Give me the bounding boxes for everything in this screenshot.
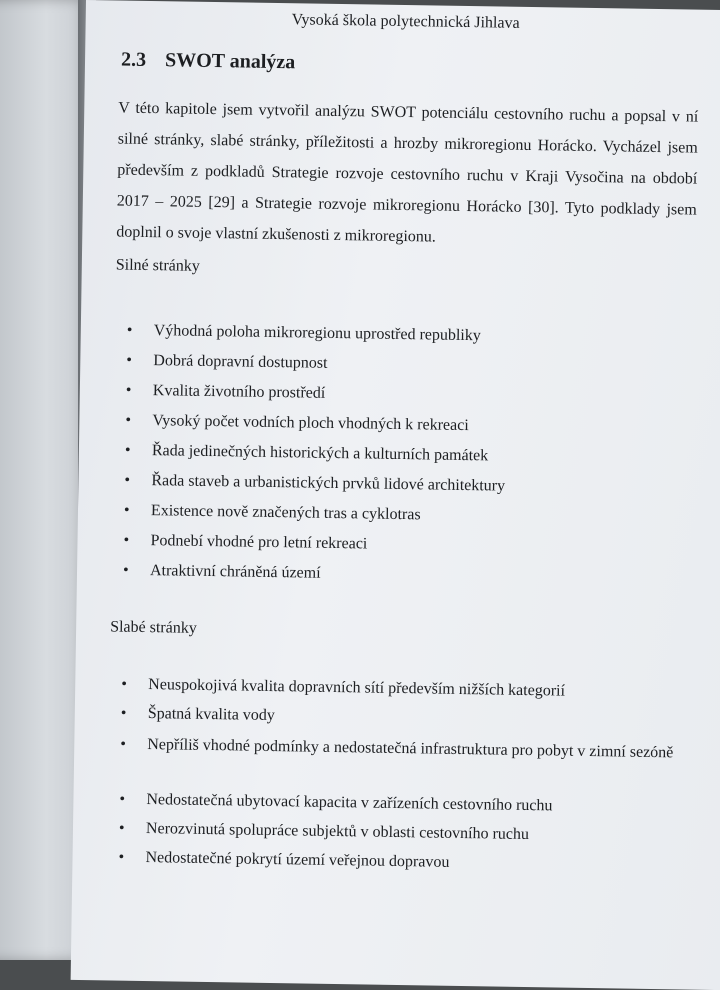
weaknesses-list xyxy=(118,673,674,884)
list-item: • Nedostatečná ubytovací kapacita v zařízeních cestovního ruchu xyxy=(119,788,672,826)
strengths-list xyxy=(123,319,508,595)
list-item: • Řada staveb a urbanistických prvků lidové architektury xyxy=(124,469,505,505)
list-item: • Kvalita životního prostředí xyxy=(126,379,507,415)
weaknesses-title: Slabé stránky xyxy=(110,618,197,637)
list-item: • Podnebí vhodné pro letní rekreaci xyxy=(123,529,504,565)
list-item: • Řada jedinečných historických a kulturních památek xyxy=(125,439,506,475)
list-item: • Výhodná poloha mikroregionu uprostřed republiky xyxy=(127,319,508,355)
list-item: • Nedostatečné pokrytí území veřejnou dopravou xyxy=(118,846,671,884)
section-heading xyxy=(121,49,296,75)
list-item: • Neuspokojivá kvalita dopravních sítí především nižších kategorií xyxy=(121,673,674,711)
list-item: • Atraktivní chráněná území xyxy=(123,559,504,595)
list-item: • Nerozvinutá spolupráce subjektů v oblasti cestovního ruchu xyxy=(119,817,672,855)
document-page xyxy=(71,0,720,990)
running-head: Vysoká škola polytechnická Jihlava xyxy=(291,11,520,32)
list-item: • Nepříliš vhodné podmínky a nedostatečná infrastruktura pro pobyt v zimní sezóně xyxy=(120,731,674,797)
section-number: 2.3 xyxy=(120,48,147,71)
strengths-title: Silné stránky xyxy=(115,256,200,275)
section-title: SWOT analýza xyxy=(164,49,296,74)
intro-paragraph: V této kapitole jsem vytvořil analýzu SWOT potenciálu cestovního ruchu a popsal v ní silné stránky, slabé stránky, příležitosti a hrozby mikroregionu Horácko. Vycházel jsem především z podkladů Strategie rozvoje cestovního ruchu v Kraji Vysočina na období 2017 – 2025 [29] a Strategie rozvoje mikroregionu Horácko [30]. Tyto podklady jsem doplnil o svoje vlastní zkušenosti z mikroregionu. xyxy=(116,99,699,246)
list-item: • Špatná kvalita vody xyxy=(121,702,674,740)
list-item: • Dobrá dopravní dostupnost xyxy=(126,349,507,385)
list-item: • Vysoký počet vodních ploch vhodných k rekreaci xyxy=(125,409,506,445)
list-item: • Existence nově značených tras a cyklotras xyxy=(124,499,505,535)
